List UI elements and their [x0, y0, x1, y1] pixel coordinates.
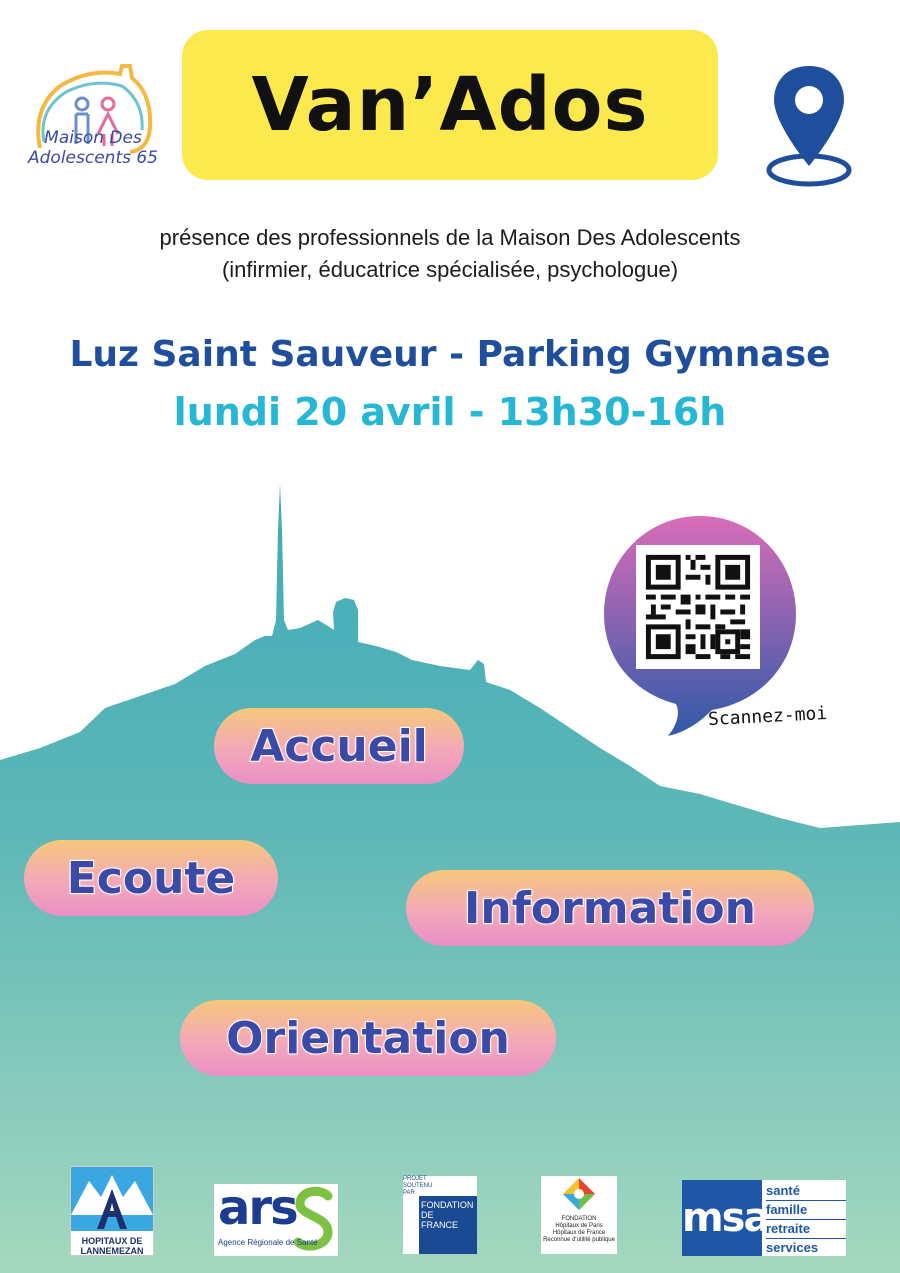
page-title: Van’Ados — [251, 62, 649, 148]
hospital-mountain-icon — [71, 1167, 153, 1231]
location-heading: Luz Saint Sauveur - Parking Gymnase — [69, 334, 831, 375]
hopitaux-lannemezan-logo: HOPITAUX DE LANNEMEZAN — [70, 1166, 154, 1256]
qr-code[interactable] — [636, 545, 760, 669]
intro-line-1: présence des professionnels de la Maison Des Adolescents — [159, 225, 741, 250]
fondation-hopitaux-icon — [563, 1178, 595, 1210]
location-pin-icon — [766, 62, 852, 192]
mda-logo-text: Maison Des Adolescents 65 — [28, 128, 158, 168]
service-pill-ecoute: Ecoute — [24, 840, 278, 916]
fondation-hopitaux-logo: FONDATION Hôpitaux de Paris Hôpitaux de France Reconnue d'utilité publique — [541, 1176, 617, 1254]
intro-line-2: (infirmier, éducatrice spécialisée, psychologue) — [221, 257, 679, 282]
ars-logo: ars Agence Régionale de Santé — [214, 1184, 338, 1256]
title-banner — [182, 30, 718, 180]
msa-logo: msa santé famille retraite services — [682, 1180, 846, 1256]
service-pill-information: Information — [406, 870, 814, 946]
service-pill-orientation: Orientation — [180, 1000, 556, 1076]
intro-text — [0, 222, 900, 286]
qr-caption: Scannez-moi — [707, 702, 828, 731]
qr-code-icon — [636, 545, 760, 669]
service-pill-accueil: Accueil — [214, 708, 464, 784]
fondation-de-france-logo: PROJET SOUTENU PAR FONDATION DE FRANCE — [403, 1176, 477, 1254]
date-time-heading: lundi 20 avril - 13h30-16h — [173, 390, 727, 434]
